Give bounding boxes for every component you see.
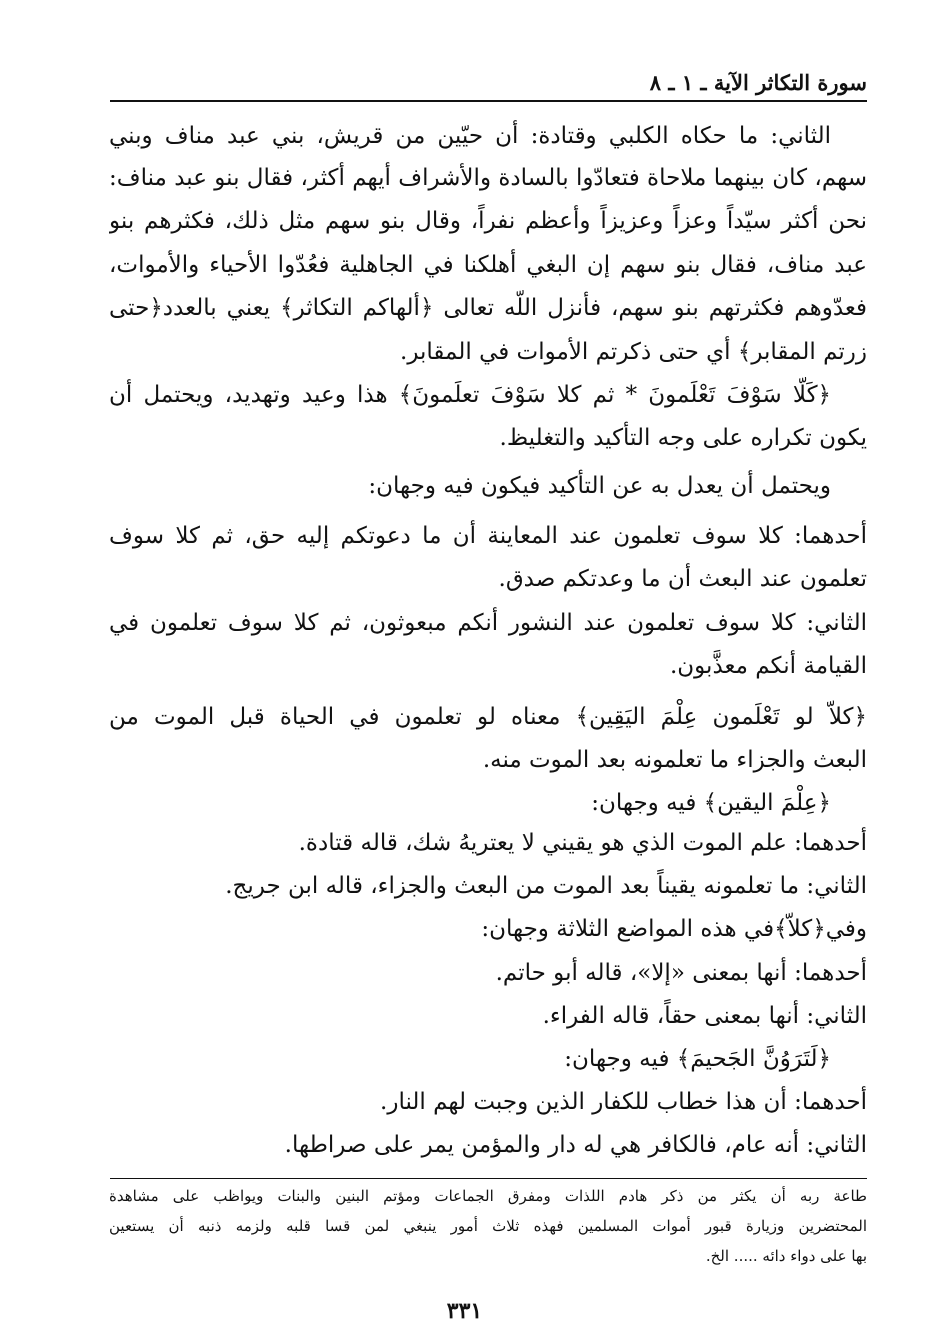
page-number: ٣٣١ (446, 1298, 483, 1324)
body-line: أحدهما: كلا سوف تعلمون عند المعاينة أن ما دعوتكم إليه حق، ثم كلا سوف (109, 523, 867, 549)
body-line: الثاني: أنها بمعنى حقاً، قاله الفراء. (542, 1003, 867, 1029)
body-line: أحدهما: أنها بمعنى «إلا»، قاله أبو حاتم. (495, 960, 867, 986)
header-rule (110, 100, 867, 102)
body-line: وفي﴿كلاّ﴾في هذه المواضع الثلاثة وجهان: (481, 916, 867, 942)
body-line: الثاني: أنه عام، فالكافر هي له دار والمؤمن يمر على صراطها. (284, 1132, 867, 1158)
footnote-rule (110, 1178, 867, 1179)
body-line: نحن أكثر سيّداً وعزاً وعزيزاً وأعظم نفراً، وقال بنو سهم مثل ذلك، فكثرهم بنو (109, 208, 867, 234)
body-line: سهم، كان بينهما ملاحاة فتعادّوا بالسادة والأشراف أيهم أكثر، فقال بنو عبد مناف: (109, 165, 867, 191)
body-line: زرتم المقابر﴾ أي حتى ذكرتم الأموات في المقابر. (400, 339, 867, 365)
body-line: فعدّوهم فكثرتهم بنو سهم، فأنزل اللّه تعالى ﴿ألهاكم التكاثر﴾ يعني بالعدد﴿حتى (109, 295, 867, 321)
body-line: يكون تكراره على وجه التأكيد والتغليظ. (499, 425, 867, 451)
footnote-line: المحتضرين وزيارة قبور أموات المسلمين فهذه ثلاث أمور ينبغي لمن قسا قلبه ولزمه ذنبه أن يستعين (109, 1217, 867, 1235)
body-line: ﴿لَتَرَوُنَّ الجَحيمَ﴾ فيه وجهان: (564, 1046, 831, 1072)
body-line: ﴿عِلْمَ اليقين﴾ فيه وجهان: (591, 790, 831, 816)
body-line: تعلمون عند البعث أن ما وعدتكم صدق. (498, 566, 867, 592)
running-header: سورة التكاثر الآية ـ ١ ـ ٨ (649, 70, 867, 95)
body-line: الثاني: كلا سوف تعلمون عند النشور أنكم مبعوثون، ثم كلا سوف تعلمون في (109, 610, 867, 636)
body-line: أحدهما: علم الموت الذي هو يقيني لا يعتريهُ شك، قاله قتادة. (298, 830, 867, 856)
body-line: ويحتمل أن يعدل به عن التأكيد فيكون فيه وجهان: (368, 473, 831, 499)
body-line: الثاني: ما حكاه الكلبي وقتادة: أن حيّين من قريش، بني عبد مناف وبني (109, 123, 831, 149)
body-line: ﴿كلاّ لو تَعْلَمون عِلْمَ اليَقِين﴾ معناه لو تعلمون في الحياة قبل الموت من (109, 704, 867, 730)
body-line: عبد مناف، فقال بنو سهم إن البغي أهلكنا في الجاهلية فعُدّوا الأحياء والأموات، (109, 252, 867, 278)
body-line: ﴿كَلَّا سَوْفَ تَعْلَمونَ * ثم كلا سَوْفَ تعلَمونَ﴾ هذا وعيد وتهديد، ويحتمل أن (109, 382, 831, 408)
footnote-line: طاعة ربه أن يكثر من ذكر هادم اللذات ومفرق الجماعات ومؤتم البنين والبنات ويواظب على مشاهدة (109, 1187, 867, 1205)
body-line: أحدهما: أن هذا خطاب للكفار الذين وجبت لهم النار. (380, 1089, 867, 1115)
footnote-line: بها على دواء دائه ..... الخ. (705, 1247, 867, 1265)
body-line: القيامة أنكم معذَّبون. (669, 653, 867, 679)
body-line: الثاني: ما تعلمونه يقيناً بعد الموت من البعث والجزاء، قاله ابن جريج. (225, 873, 867, 899)
body-line: البعث والجزاء ما تعلمونه بعد الموت منه. (482, 747, 867, 773)
